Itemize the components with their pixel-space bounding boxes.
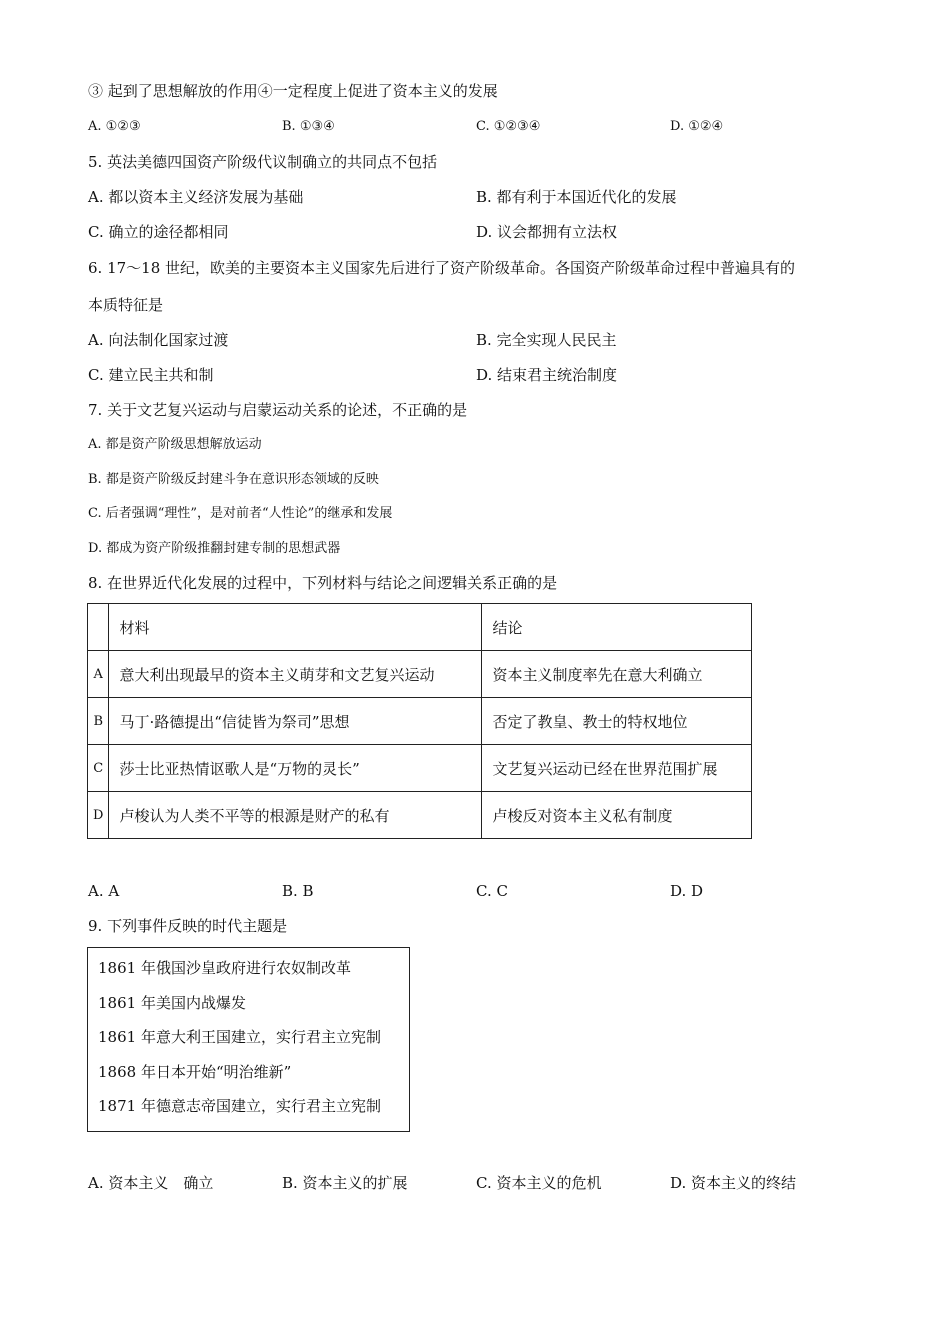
q5-option-c[interactable]: C. 确立的途径都相同 [88,223,229,241]
q5-option-d[interactable]: D. 议会都拥有立法权 [476,223,618,241]
row-conclusion: 资本主义制度率先在意大利确立 [482,651,752,698]
table-header-cell [88,604,109,651]
table-row [88,792,752,839]
event-item: 1861 年俄国沙皇政府进行农奴制改革 [98,959,351,977]
q5-option-b[interactable]: B. 都有利于本国近代化的发展 [476,188,677,206]
q9-option-b[interactable]: B. 资本主义的扩展 [282,1174,408,1192]
q7-option-b[interactable]: B. 都是资产阶级反封建斗争在意识形态领域的反映 [88,472,379,487]
row-material: 马丁·路德提出“信徒皆为祭司”思想 [109,698,482,745]
row-conclusion: 否定了教皇、教士的特权地位 [482,698,752,745]
q7-question: 7. 关于文艺复兴运动与启蒙运动关系的论述，不正确的是 [88,401,468,419]
q4-option-a[interactable]: A. ①②③ [88,119,141,134]
row-conclusion: 卢梭反对资本主义私有制度 [482,792,752,839]
q6-question-line1: 6. 17～18 世纪，欧美的主要资本主义国家先后进行了资产阶级革命。各国资产阶级革命过程中普遍具有的 [88,259,796,277]
table-row [88,651,752,698]
q8-option-a[interactable]: A. A [88,882,120,900]
event-item: 1868 年日本开始“明治维新” [98,1063,292,1081]
row-label: B [88,698,109,745]
event-item: 1861 年意大利王国建立，实行君主立宪制 [98,1028,381,1046]
row-conclusion: 文艺复兴运动已经在世界范围扩展 [482,745,752,792]
table-row [88,698,752,745]
q9-option-d[interactable]: D. 资本主义的终结 [670,1174,797,1192]
row-material: 卢梭认为人类不平等的根源是财产的私有 [109,792,482,839]
q7-option-d[interactable]: D. 都成为资产阶级推翻封建专制的思想武器 [88,541,341,556]
table-header-material: 材料 [109,604,482,651]
q4-option-c[interactable]: C. ①②③④ [476,119,541,134]
q7-option-c[interactable]: C. 后者强调“理性”，是对前者“人性论”的继承和发展 [88,506,393,521]
q6-question-line2: 本质特征是 [88,296,164,314]
q8-option-c[interactable]: C. C [476,882,508,900]
q6-option-c[interactable]: C. 建立民主共和制 [88,366,214,384]
q9-question: 9. 下列事件反映的时代主题是 [88,917,288,935]
q9-option-c[interactable]: C. 资本主义的危机 [476,1174,602,1192]
q6-option-b[interactable]: B. 完全实现人民民主 [476,331,617,349]
q9-option-a[interactable]: A. 资本主义 确立 [88,1174,214,1192]
row-label: D [88,792,109,839]
q4-option-d[interactable]: D. ①②④ [670,119,724,134]
q4-statement: ③ 起到了思想解放的作用④一定程度上促进了资本主义的发展 [88,82,498,100]
q5-option-a[interactable]: A. 都以资本主义经济发展为基础 [88,188,304,206]
q7-option-a[interactable]: A. 都是资产阶级思想解放运动 [88,437,262,452]
table-header-conclusion: 结论 [482,604,752,651]
q8-option-b[interactable]: B. B [282,882,314,900]
table-header-row [88,604,752,651]
row-material: 莎士比亚热情讴歌人是“万物的灵长” [109,745,482,792]
q6-option-d[interactable]: D. 结束君主统治制度 [476,366,618,384]
table-row [88,745,752,792]
q4-option-b[interactable]: B. ①③④ [282,119,335,134]
q8-table [87,603,752,839]
row-label: C [88,745,109,792]
q6-option-a[interactable]: A. 向法制化国家过渡 [88,331,229,349]
q5-question: 5. 英法美德四国资产阶级代议制确立的共同点不包括 [88,153,438,171]
row-material: 意大利出现最早的资本主义萌芽和文艺复兴运动 [109,651,482,698]
event-item: 1871 年德意志帝国建立，实行君主立宪制 [98,1097,381,1115]
q9-events-box [87,947,410,1132]
row-label: A [88,651,109,698]
q8-option-d[interactable]: D. D [670,882,704,900]
event-item: 1861 年美国内战爆发 [98,994,246,1012]
q8-question: 8. 在世界近代化发展的过程中，下列材料与结论之间逻辑关系正确的是 [88,574,558,592]
